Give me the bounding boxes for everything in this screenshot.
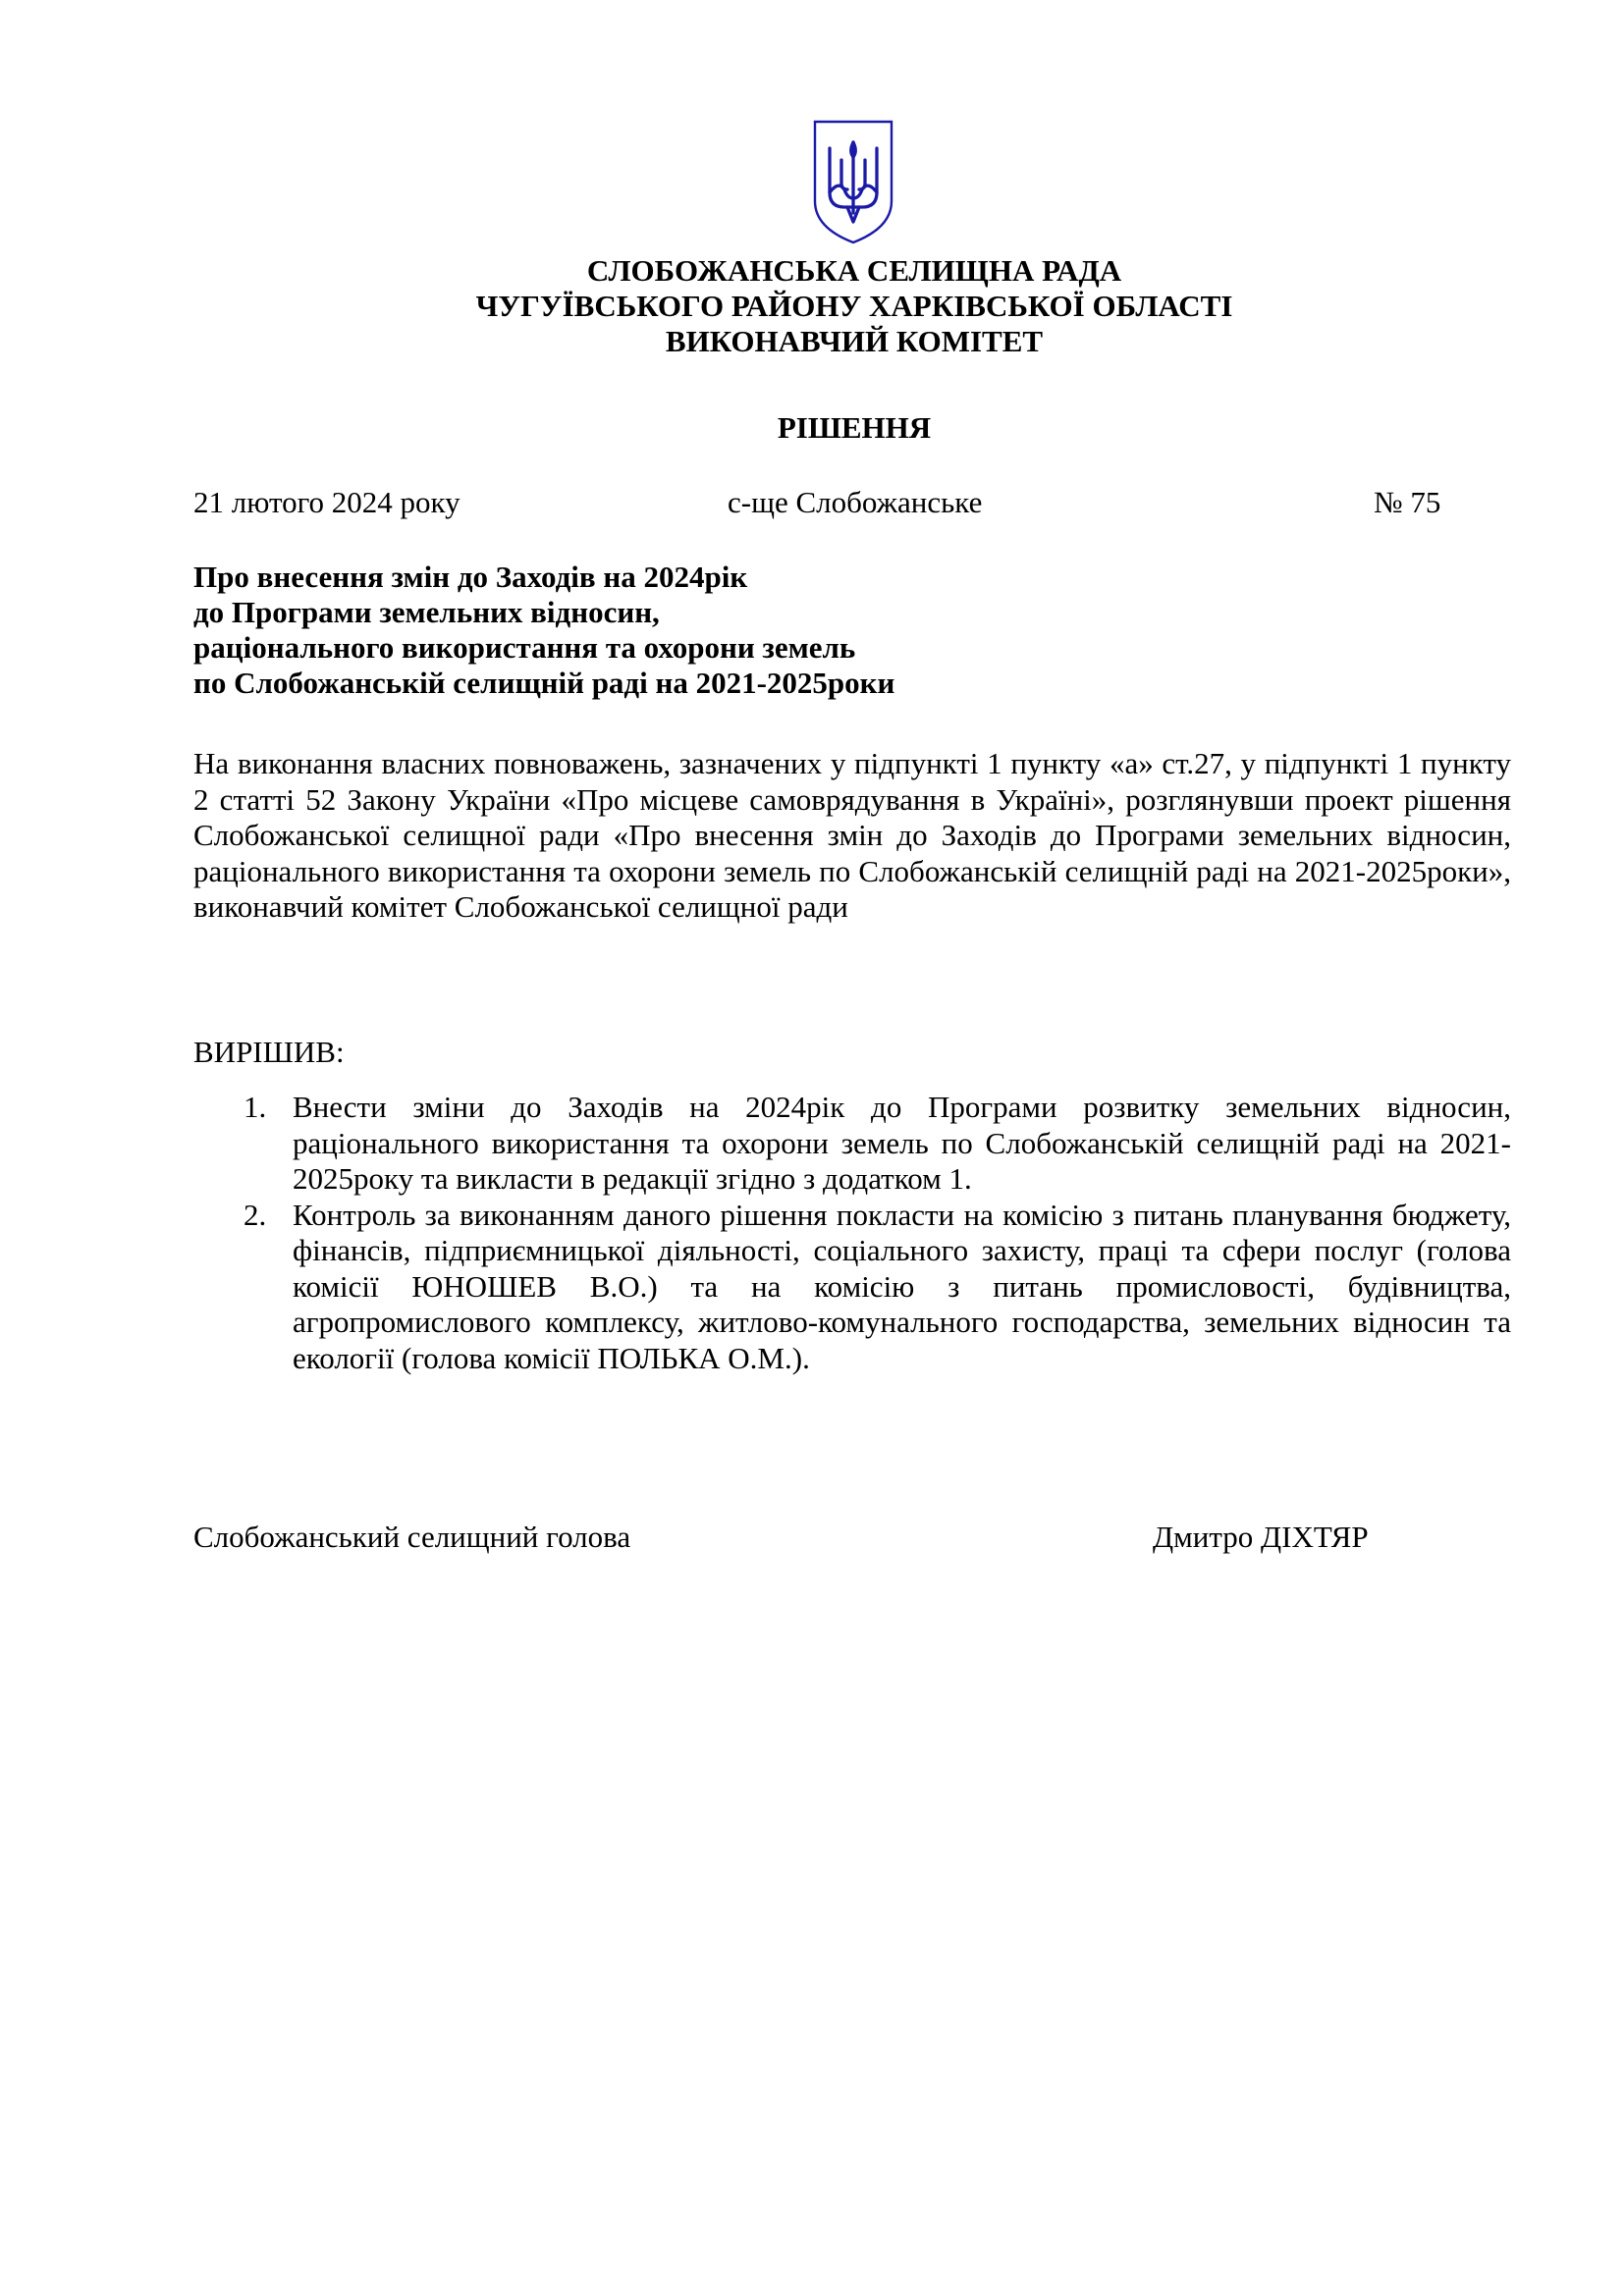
district-name: ЧУГУЇВСЬКОГО РАЙОНУ ХАРКІВСЬКОЇ ОБЛАСТІ	[475, 289, 1233, 323]
committee-name: ВИКОНАВЧИЙ КОМІТЕТ	[665, 324, 1044, 358]
document-type-title: РІШЕННЯ	[777, 410, 932, 445]
signatory-position: Слобожанський селищний голова	[193, 1520, 631, 1554]
issuer-header	[0, 253, 1624, 359]
item-number: 1.	[244, 1090, 267, 1124]
item-text: Контроль за виконанням даного рішення покласти на комісію з питань планування бюджету, фінансів, підприємницької діяльності, соціального захисту, праці та сфери послуг (голова комісії ЮНОШЕВ В.О.) та на комісію з питань промисловості, будівництва, агропромислового комплексу, житлово-комунального господарства, земельних відносин та екології (голова комісії ПОЛЬКА О.М.).	[293, 1197, 1511, 1375]
resolved-label: ВИРІШИВ:	[193, 1035, 345, 1069]
council-name: СЛОБОЖАНСЬКА СЕЛИЩНА РАДА	[586, 253, 1122, 288]
item-number: 2.	[244, 1197, 267, 1232]
decision-items-list	[193, 1090, 1511, 1376]
decision-item	[193, 1198, 1511, 1377]
subject-line: до Програми земельних відносин,	[193, 595, 660, 629]
document-date: 21 лютого 2024 року	[193, 485, 460, 519]
signatory-name: Дмитро ДІХТЯР	[1153, 1520, 1369, 1554]
subject-line: Про внесення змін до Заходів на 2024рік	[193, 560, 748, 594]
document-number: № 75	[1374, 485, 1441, 519]
item-text: Внести зміни до Заходів на 2024рік до Програми розвитку земельних відносин, раціонального використання та охорони земель по Слобожанській селищній раді на 2021-2025року та викласти в редакції згідно з додатком 1.	[293, 1090, 1511, 1196]
subject-line: раціонального використання та охорони земель	[193, 630, 856, 665]
ukraine-coat-of-arms-icon	[809, 116, 897, 248]
decision-item	[193, 1090, 1511, 1198]
document-subject	[193, 560, 894, 701]
preamble-paragraph: На виконання власних повноважень, зазначених у підпункті 1 пункту «а» ст.27, у підпункті 1 пункту 2 статті 52 Закону України «Про місцеве самоврядування в Україні», розглянувши проект рішення Слобожанської селищної ради «Про внесення змін до Заходів до Програми земельних відносин, раціонального використання та охорони земель по Слобожанській селищній раді на 2021-2025роки», виконавчий комітет Слобожанської селищної ради	[193, 746, 1511, 924]
document-place: с-ще Слобожанське	[728, 485, 983, 519]
subject-line: по Слобожанській селищній раді на 2021-2025роки	[193, 666, 895, 700]
